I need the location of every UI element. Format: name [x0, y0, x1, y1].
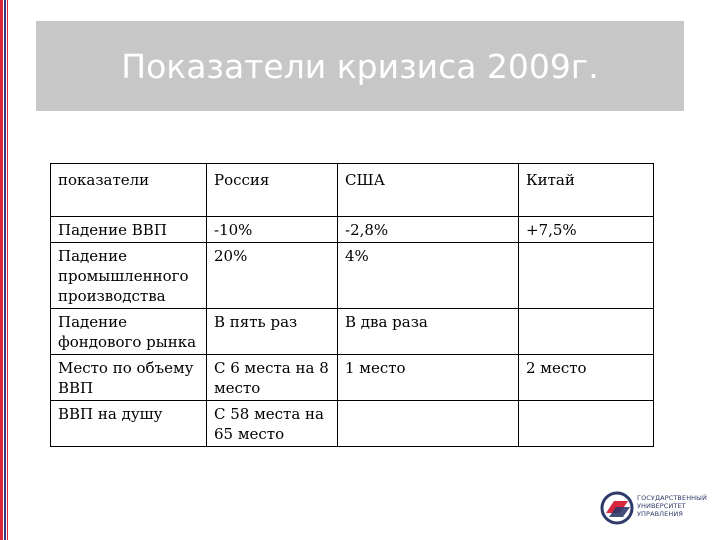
blue-stripe — [4, 0, 6, 540]
header-cell-china: Китай — [519, 164, 654, 217]
cell-usa: -2,8% — [338, 217, 519, 243]
row-label: Падение промышленного производства — [51, 243, 207, 309]
cell-china: +7,5% — [519, 217, 654, 243]
cell-usa: 1 место — [338, 355, 519, 401]
cell-russia: 20% — [207, 243, 338, 309]
table-row — [51, 309, 654, 355]
title-bar — [36, 21, 684, 111]
table-row — [51, 355, 654, 401]
header-cell-indicators: показатели — [51, 164, 207, 217]
logo-caption — [637, 494, 707, 518]
header-cell-russia: Россия — [207, 164, 338, 217]
cell-usa: 4% — [338, 243, 519, 309]
header-cell-usa: США — [338, 164, 519, 217]
cell-usa: В два раза — [338, 309, 519, 355]
row-label: Падение фондового рынка — [51, 309, 207, 355]
cell-china — [519, 309, 654, 355]
cell-russia: В пять раз — [207, 309, 338, 355]
cell-china — [519, 401, 654, 447]
table-header-row — [51, 164, 654, 217]
university-logo — [600, 491, 705, 529]
table-row — [51, 401, 654, 447]
row-label: Место по объему ВВП — [51, 355, 207, 401]
table-row — [51, 217, 654, 243]
cell-russia: С 58 места на 65 место — [207, 401, 338, 447]
row-label: ВВП на душу — [51, 401, 207, 447]
thin-red-stripe — [7, 0, 8, 540]
cell-russia: -10% — [207, 217, 338, 243]
red-stripe — [0, 0, 3, 540]
crisis-indicators-table — [50, 163, 654, 447]
cell-china — [519, 243, 654, 309]
table-row — [51, 243, 654, 309]
cell-china: 2 место — [519, 355, 654, 401]
cell-usa — [338, 401, 519, 447]
logo-line: ГОСУДАРСТВЕННЫЙ — [637, 494, 707, 502]
logo-line: УПРАВЛЕНИЯ — [637, 510, 683, 518]
slide-title: Показатели кризиса 2009г. — [121, 46, 599, 86]
cell-russia: С 6 места на 8 место — [207, 355, 338, 401]
row-label: Падение ВВП — [51, 217, 207, 243]
university-logo-icon — [600, 491, 634, 525]
logo-line: УНИВЕРСИТЕТ — [637, 502, 686, 510]
left-decorative-stripes — [0, 0, 12, 540]
